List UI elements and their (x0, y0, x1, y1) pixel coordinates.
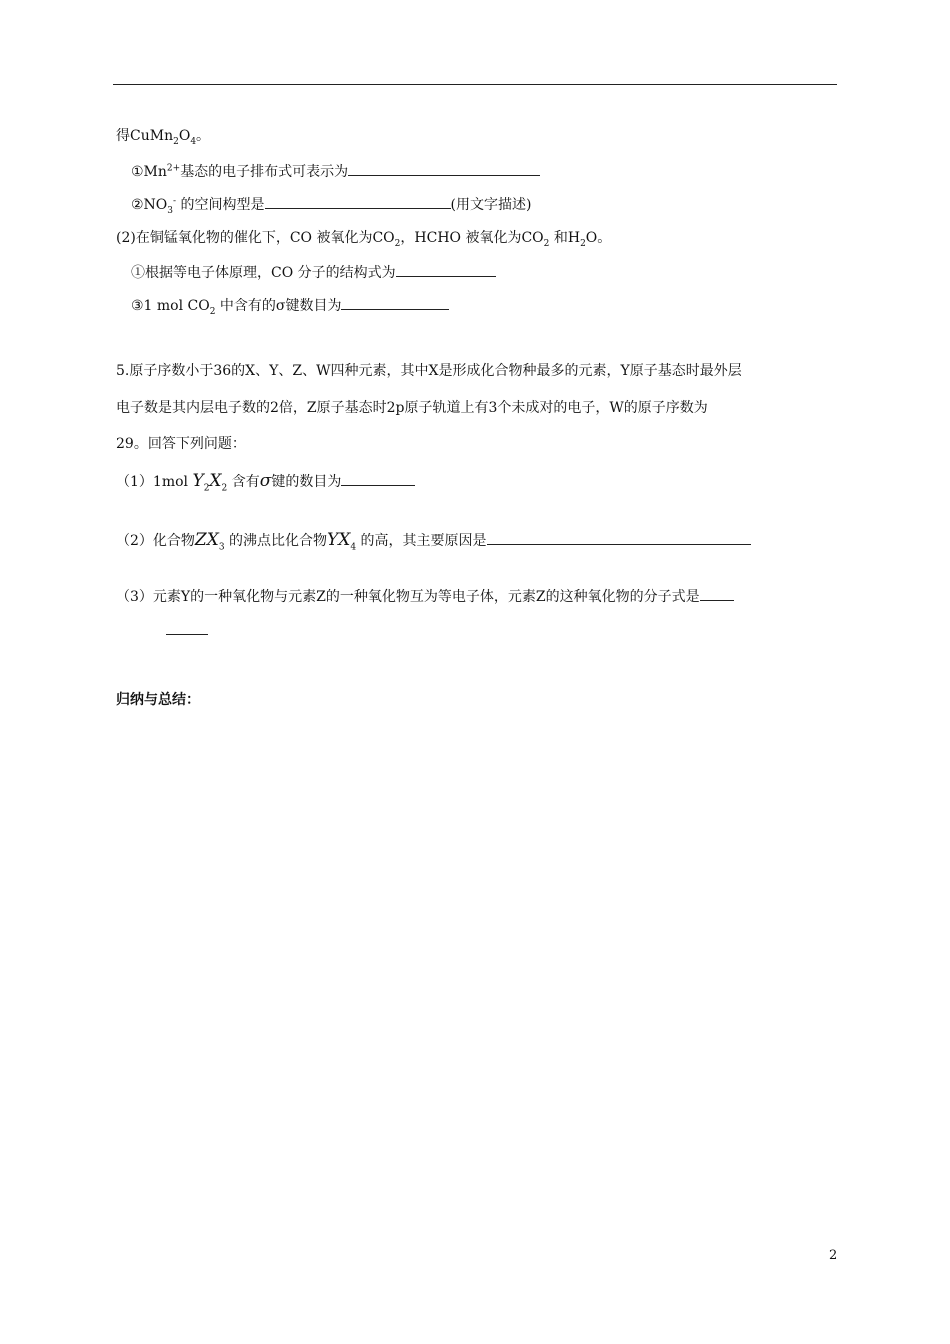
formula-zx3: $ZX_3$ (194, 530, 225, 553)
answer-blank[interactable] (341, 471, 415, 486)
summary-heading: 归纳与总结： (116, 692, 200, 708)
page-number: 2 (829, 1248, 838, 1263)
question-5-3: （3）元素Y的一种氧化物与元素Z的一种氧化物互为等电子体，元素Z的这种氧化物的分子式是 (116, 586, 734, 607)
question-5-line-3: 29。回答下列问题： (116, 436, 246, 452)
answer-blank[interactable] (700, 586, 734, 601)
question-5-1: （1）1mol $Y_2X_2$ 含有σ键的数目为 (116, 471, 415, 492)
header-rule (113, 84, 837, 85)
question-4-2: (2)在铜锰氧化物的催化下，CO 被氧化为$CO_2$，HCHO 被氧化为$CO_2$ 和$H_2O$。 (116, 230, 612, 249)
question-5-3-continued (166, 620, 208, 641)
formula-y2x2: $Y_2X_2$ (192, 471, 228, 494)
question-4-2-3: ③1 mol $CO_2$ 中含有的σ键数目为 (131, 295, 449, 316)
question-4-1-1: $①Mn^{2+}$基态的电子排布式可表示为 (131, 161, 540, 182)
answer-blank[interactable] (487, 530, 751, 545)
sigma-symbol: σ (259, 471, 272, 491)
question-4-1-2: $②NO_3^-$ 的空间构型是 (用文字描述) (131, 194, 531, 215)
question-4-2-1: ①根据等电子体原理，CO 分子的结构式为 (131, 262, 496, 283)
question-5-line-2: 电子数是其内层电子数的2倍，Z原子基态时2p原子轨道上有3个未成对的电子，W的原子序数为 (116, 400, 708, 416)
answer-blank[interactable] (396, 262, 496, 277)
continued-line: 得$CuMn_2O_4$。 (116, 128, 211, 147)
answer-blank[interactable] (166, 620, 208, 635)
question-5-2: （2）化合物$ZX_3$ 的沸点比化合物$YX_4$ 的高，其主要原因是 (116, 530, 751, 551)
answer-blank[interactable] (265, 194, 451, 209)
question-5-line-1: 5.原子序数小于36的X、Y、Z、W四种元素，其中X是形成化合物种最多的元素，Y原子基态时最外层 (116, 363, 742, 379)
formula-yx4: $YX_4$ (327, 530, 357, 553)
answer-blank[interactable] (341, 295, 449, 310)
answer-blank[interactable] (348, 161, 540, 176)
